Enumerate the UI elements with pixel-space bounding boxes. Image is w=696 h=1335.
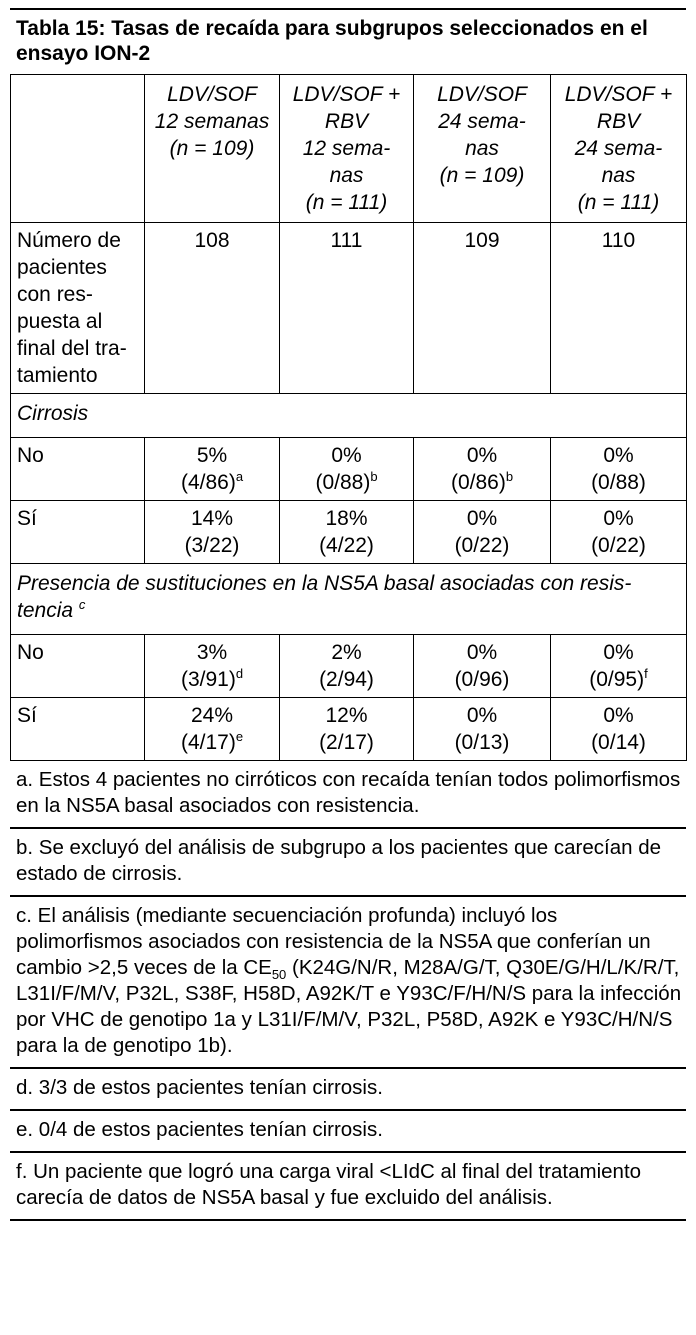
row-label: Sí (11, 698, 145, 761)
table-cell: 0% $(0/86)^b$ (414, 438, 551, 501)
footnote-d: d. 3/3 de estos pacientes tenían cirrosis. (10, 1069, 686, 1111)
row-ns5a-si (11, 698, 687, 761)
section-row-cirrosis (11, 394, 687, 438)
header-col-2: LDV/SOF + RBV 12 sema- nas (n = 111) (280, 75, 414, 223)
table-cell: 0% $(0/95)^f$ (551, 635, 687, 698)
table-cell: 0% (0/22) (414, 501, 551, 564)
relapse-table (10, 74, 687, 761)
table-cell: 18% (4/22) (280, 501, 414, 564)
footnote-e: e. 0/4 de estos pacientes tenían cirrosis. (10, 1111, 686, 1153)
row-responders (11, 223, 687, 394)
table-cell: 108 (145, 223, 280, 394)
row-label: Sí (11, 501, 145, 564)
table-cell: 0% (0/14) (551, 698, 687, 761)
footnote-c: c. El análisis (mediante secuenciación profunda) incluyó los polimorfismos asociados con resistencia de la NS5A que conferían un cambio >2,5 veces de la $CE_{50}$ (K24G/N/R, M28A/G/T, Q30E/G/H/L/K/R/T, L31I/F/M/V, P32L, S38F, H58D, A92K/T e Y93C/F/H/N/S para la infección por VHC de genotipo 1a y L31I/F/M/V, P32L, P58D, A92K e Y93C/H/N/S para la de genotipo 1b). (10, 897, 686, 1069)
table-cell: 3% $(3/91)^d$ (145, 635, 280, 698)
table-cell: 0% $(0/88)^b$ (280, 438, 414, 501)
header-col-4: LDV/SOF + RBV 24 sema- nas (n = 111) (551, 75, 687, 223)
table-cell: 5% $(4/86)^a$ (145, 438, 280, 501)
table-cell: 0% (0/96) (414, 635, 551, 698)
table-cell: 111 (280, 223, 414, 394)
table-cell: 2% (2/94) (280, 635, 414, 698)
row-label: Número de pacientes con res- puesta al final del tra- tamiento (11, 223, 145, 394)
document (10, 8, 686, 1221)
row-cirrosis-no (11, 438, 687, 501)
row-label: No (11, 635, 145, 698)
header-empty (11, 75, 145, 223)
header-col-1: LDV/SOF 12 semanas (n = 109) (145, 75, 280, 223)
section-row-ns5a (11, 564, 687, 635)
table-cell: 0% (0/22) (551, 501, 687, 564)
table-title: Tabla 15: Tasas de recaída para subgrupos seleccionados en el ensayo ION-2 (16, 17, 648, 65)
header-row (11, 75, 687, 223)
row-label: No (11, 438, 145, 501)
footnote-a: a. Estos 4 pacientes no cirróticos con recaída tenían todos polimorfismos en la NS5A basal asociados con resistencia. (10, 761, 686, 829)
row-cirrosis-si (11, 501, 687, 564)
footnote-f: f. Un paciente que logró una carga viral <LIdC al final del tratamiento carecía de datos de NS5A basal y fue excluido del análisis. (10, 1153, 686, 1221)
table-cell: 0% (0/88) (551, 438, 687, 501)
header-col-3: LDV/SOF 24 sema- nas (n = 109) (414, 75, 551, 223)
table-cell: 24% $(4/17)^e$ (145, 698, 280, 761)
table-cell: 0% (0/13) (414, 698, 551, 761)
table-cell: 12% (2/17) (280, 698, 414, 761)
section-label: Presencia de sustituciones en la NS5A basal asociadas con resis-tencia $^c$ (11, 564, 687, 635)
table-cell: 110 (551, 223, 687, 394)
row-ns5a-no (11, 635, 687, 698)
section-label: Cirrosis (11, 394, 687, 438)
footnote-b: b. Se excluyó del análisis de subgrupo a los pacientes que carecían de estado de cirrosis. (10, 829, 686, 897)
table-cell: 14% (3/22) (145, 501, 280, 564)
table-cell: 109 (414, 223, 551, 394)
footnotes (10, 761, 686, 1221)
